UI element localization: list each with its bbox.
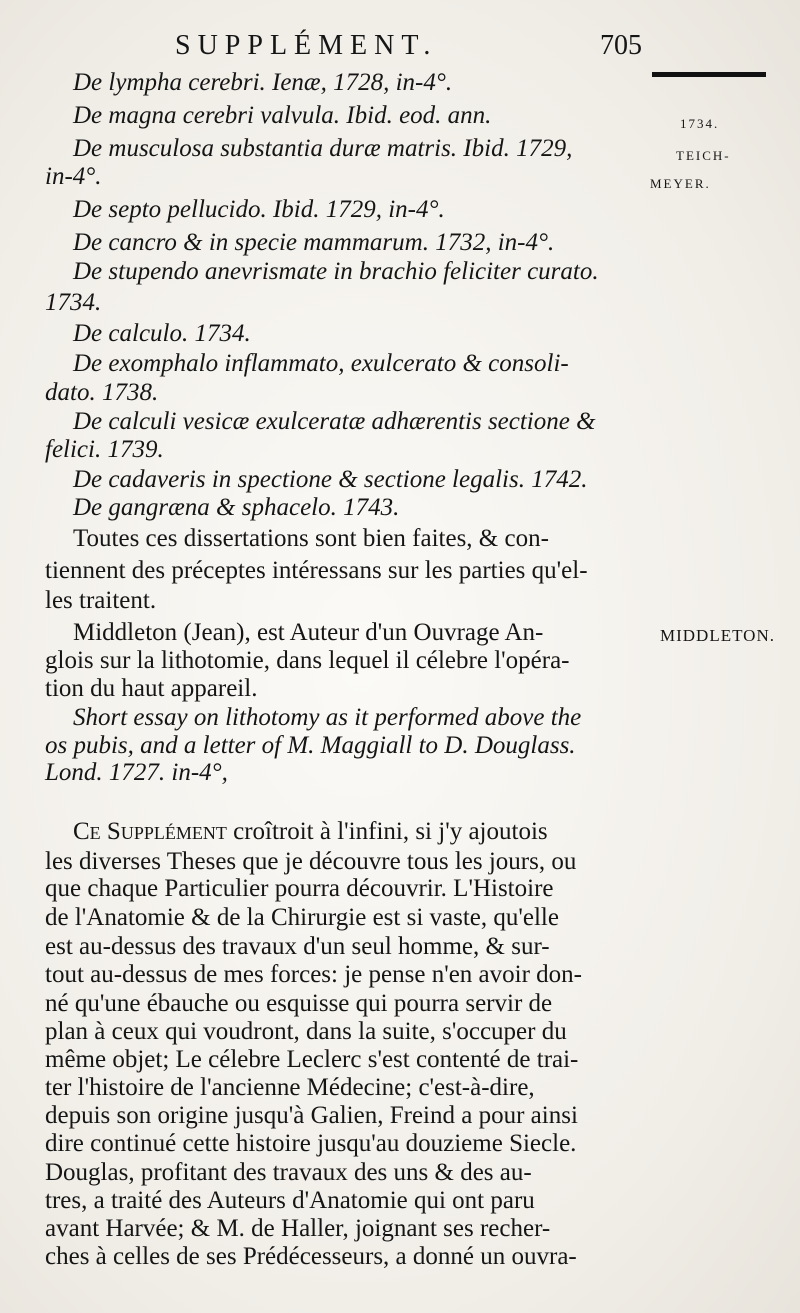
entry-line: Lond. 1727. in-4°, [45,759,228,786]
closing-line: de l'Anatomie & de la Chirurgie est si vaste, qu'elle [45,904,559,931]
entry-line: De septo pellucido. Ibid. 1729, in-4°. [73,196,445,223]
page-number: 705 [600,30,642,61]
closing-lead-caps: Ce Supplément [73,818,227,845]
entry-line: De calculi vesicæ exulceratæ adhærentis sectione & [73,408,596,435]
entry-line: De lympha cerebri. Ienæ, 1728, in-4°. [73,69,453,96]
closing-line: tres, a traité des Auteurs d'Anatomie qui ont paru [45,1187,535,1214]
closing-line: même objet; Le célebre Leclerc s'est contenté de trai- [45,1046,579,1073]
text-line: tiennent des préceptes intéressans sur les parties qu'el- [45,557,588,584]
closing-line: les diverses Theses que je découvre tous les jours, ou [45,848,577,875]
entry-line: De cancro & in specie mammarum. 1732, in-4°. [73,229,555,256]
entry-line: De magna cerebri valvula. Ibid. eod. ann. [73,102,492,129]
text-line: glois sur la lithotomie, dans lequel il célebre l'opéra- [45,647,570,674]
entry-line: De exomphalo inflammato, exulcerato & consoli- [73,350,569,377]
entry-line: De cadaveris in spectione & sectione legalis. 1742. [73,466,588,493]
text-line: Middleton (Jean), est Auteur d'un Ouvrage An- [73,619,544,646]
header-rule [652,72,766,77]
entry-line: felici. 1739. [45,436,164,463]
text-line: Toutes ces dissertations sont bien faites, & con- [73,525,549,552]
text-line: tion du haut appareil. [45,675,258,702]
entry-line: dato. 1738. [45,379,159,406]
closing-line: ches à celles de ses Prédécesseurs, a donné un ouvra- [45,1243,577,1270]
entry-line: De gangræna & sphacelo. 1743. [73,494,400,521]
closing-line: est au-dessus des travaux d'un seul homme, & sur- [45,933,550,960]
closing-line: que chaque Particulier pourra découvrir. L'Histoire [45,875,554,902]
closing-line: né qu'une ébauche ou esquisse qui pourra servir de [45,990,553,1017]
text-line: les traitent. [45,587,157,614]
closing-line: croîtroit à l'infini, si j'y ajoutois [226,818,548,845]
closing-first-line [73,817,548,847]
closing-line: depuis son origine jusqu'à Galien, Freind a pour ainsi [45,1102,578,1129]
entry-line: 1734. [45,289,102,316]
entry-line: De musculosa substantia duræ matris. Ibid. 1729, [73,135,573,162]
margin-author-teichmeyer-2: MEYER. [650,176,711,191]
closing-line: dire continué cette histoire jusqu'au douzieme Siecle. [45,1130,577,1157]
entry-line: in-4°. [45,163,102,190]
closing-line: tout au-dessus de mes forces: je pense n'en avoir don- [45,961,582,988]
entry-line: os pubis, and a letter of M. Maggiall to D. Douglass. [45,732,576,759]
closing-line: plan à ceux qui voudront, dans la suite, s'occuper du [45,1018,567,1045]
closing-line: ter l'histoire de l'ancienne Médecine; c'est-à-dire, [45,1074,535,1101]
running-head: SUPPLÉMENT. [175,30,438,61]
closing-line: Douglas, profitant des travaux des uns & des au- [45,1159,532,1186]
margin-year: 1734. [680,116,720,131]
entry-line: Short essay on lithotomy as it performed above the [73,704,582,731]
margin-author-teichmeyer-1: TEICH- [676,148,731,163]
margin-author-middleton: MIDDLETON. [660,626,775,645]
entry-line: De calculo. 1734. [73,320,251,347]
entry-line: De stupendo anevrismate in brachio feliciter curato. [73,258,599,285]
closing-line: avant Harvée; & M. de Haller, joignant ses recher- [45,1215,551,1242]
